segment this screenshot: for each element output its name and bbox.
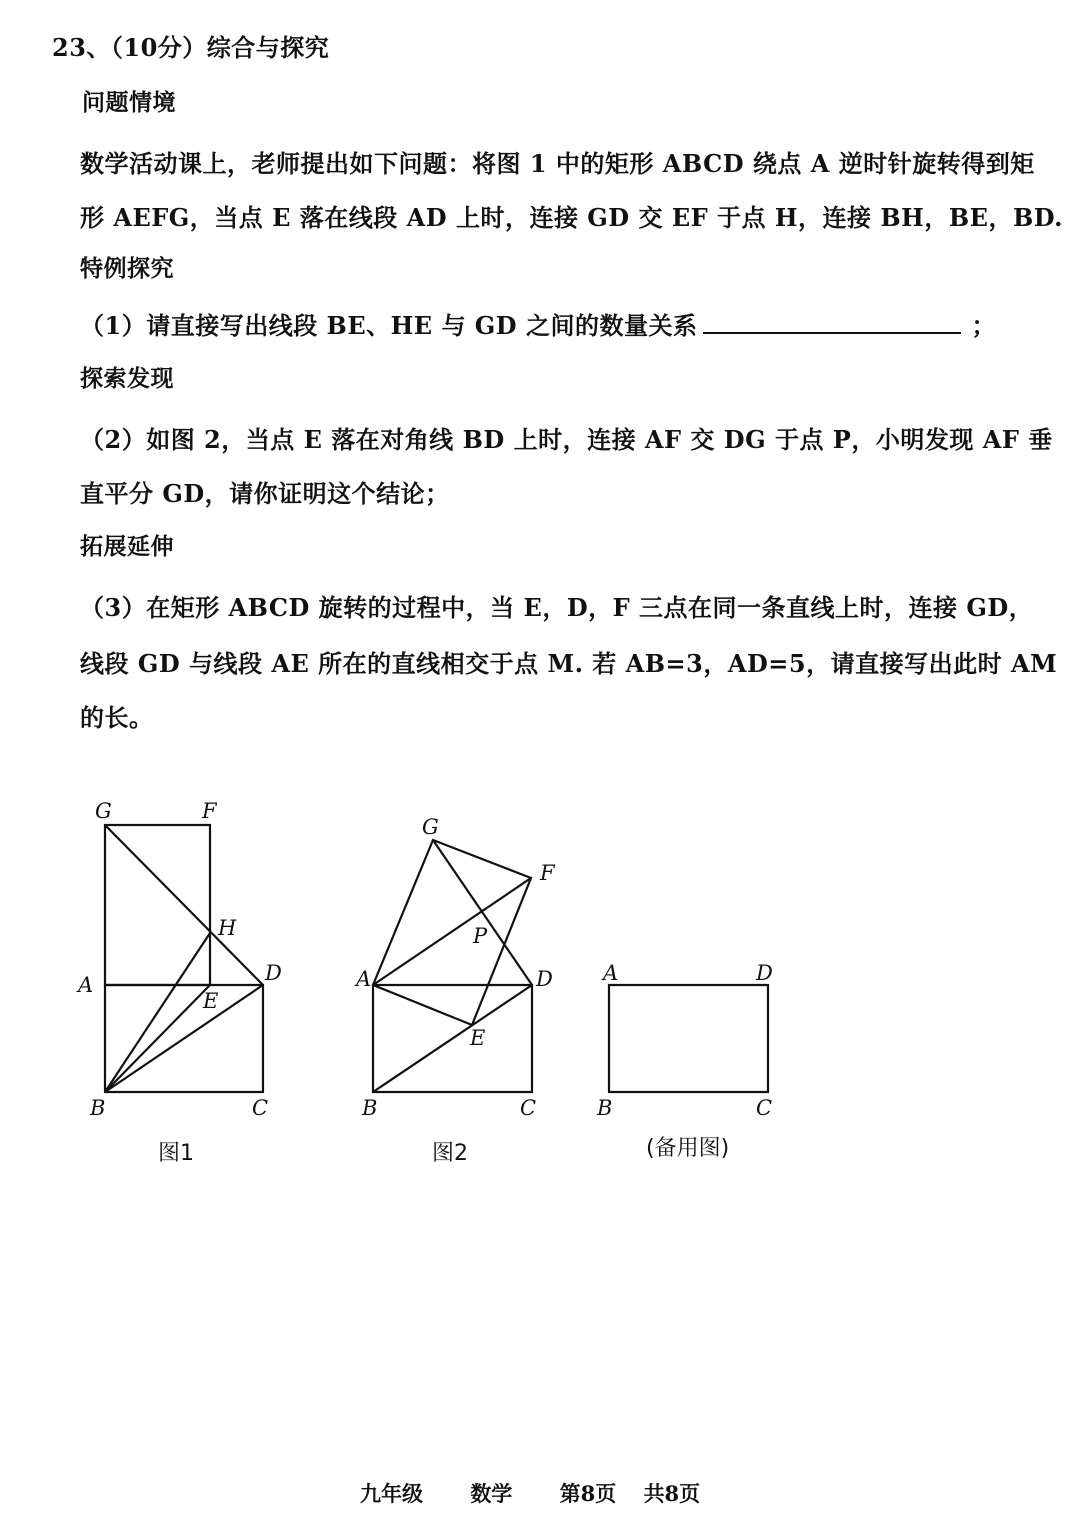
question-1-end: ； xyxy=(971,311,996,340)
diagonal-bd xyxy=(373,985,532,1092)
fig1-label-b: B xyxy=(90,1096,106,1120)
section-discovery: 探索发现 xyxy=(80,365,174,392)
segment-be xyxy=(105,985,210,1092)
segment-bh xyxy=(105,933,210,1092)
rect-abcd xyxy=(609,985,768,1092)
footer-subject: 数学 xyxy=(470,1481,513,1506)
figure-3 xyxy=(609,985,768,1092)
fig2-label-c: C xyxy=(520,1096,537,1120)
fig2-label-a: A xyxy=(356,967,372,991)
fig1-label-h: H xyxy=(218,916,237,940)
segment-af xyxy=(373,878,531,985)
fig1-label-e: E xyxy=(203,989,219,1013)
footer-grade: 九年级 xyxy=(360,1481,423,1506)
fig1-caption: 图1 xyxy=(158,1141,194,1166)
section-special-case: 特例探究 xyxy=(80,255,174,282)
geometry-figures xyxy=(0,780,1080,1200)
fig1-label-c: C xyxy=(252,1096,269,1120)
question-title: 23、（10分）综合与探究 xyxy=(52,33,330,62)
question-2-line-2: 直平分 GD，请你证明这个结论； xyxy=(80,479,450,508)
page-footer xyxy=(360,1478,740,1508)
fig2-caption: 图2 xyxy=(432,1141,468,1166)
fig1-label-g: G xyxy=(95,799,112,823)
rect-aefg xyxy=(105,825,210,985)
fig2-label-p: P xyxy=(473,924,488,948)
figures-area xyxy=(0,780,1080,1200)
fig2-label-b: B xyxy=(362,1096,378,1120)
section-extension: 拓展延伸 xyxy=(80,533,174,560)
figure-1 xyxy=(105,825,263,1092)
fig3-label-c: C xyxy=(756,1096,773,1120)
question-1-text: （1）请直接写出线段 BE、HE 与 GD 之间的数量关系 xyxy=(80,311,698,340)
fig3-caption: (备用图) xyxy=(646,1136,730,1161)
segment-gd xyxy=(105,825,263,985)
footer-page: 第8页 xyxy=(559,1481,617,1506)
fig3-label-a: A xyxy=(603,961,619,985)
problem-text-line-1: 数学活动课上，老师提出如下问题：将图 1 中的矩形 ABCD 绕点 A 逆时针旋转得到矩 xyxy=(80,149,1035,178)
fig2-label-g: G xyxy=(422,815,439,839)
segment-bd xyxy=(105,985,263,1092)
question-3-line-2: 线段 GD 与线段 AE 所在的直线相交于点 M. 若 AB=3，AD=5，请直接写出此时 AM xyxy=(80,649,1058,678)
question-1 xyxy=(80,306,996,341)
fig1-label-f: F xyxy=(202,799,217,823)
question-3-line-3: 的长。 xyxy=(80,703,154,732)
footer-total: 共8页 xyxy=(643,1481,701,1506)
fig3-label-b: B xyxy=(597,1096,613,1120)
fig1-label-a: A xyxy=(78,973,94,997)
section-problem-context: 问题情境 xyxy=(82,89,176,116)
figure-2 xyxy=(373,840,532,1092)
question-3-line-1: （3）在矩形 ABCD 旋转的过程中，当 E，D，F 三点在同一条直线上时，连接 GD， xyxy=(80,593,1034,622)
fig1-label-d: D xyxy=(265,961,282,985)
problem-text-line-2: 形 AEFG，当点 E 落在线段 AD 上时，连接 GD 交 EF 于点 H，连接 BH，BE，BD. xyxy=(80,203,1064,232)
fig3-label-d: D xyxy=(756,961,773,985)
fig2-label-f: F xyxy=(540,861,555,885)
question-2-line-1: （2）如图 2，当点 E 落在对角线 BD 上时，连接 AF 交 DG 于点 P，小明发现 AF 垂 xyxy=(80,425,1053,454)
fig2-label-d: D xyxy=(536,967,553,991)
answer-blank[interactable] xyxy=(703,310,961,334)
fig2-label-e: E xyxy=(470,1026,486,1050)
